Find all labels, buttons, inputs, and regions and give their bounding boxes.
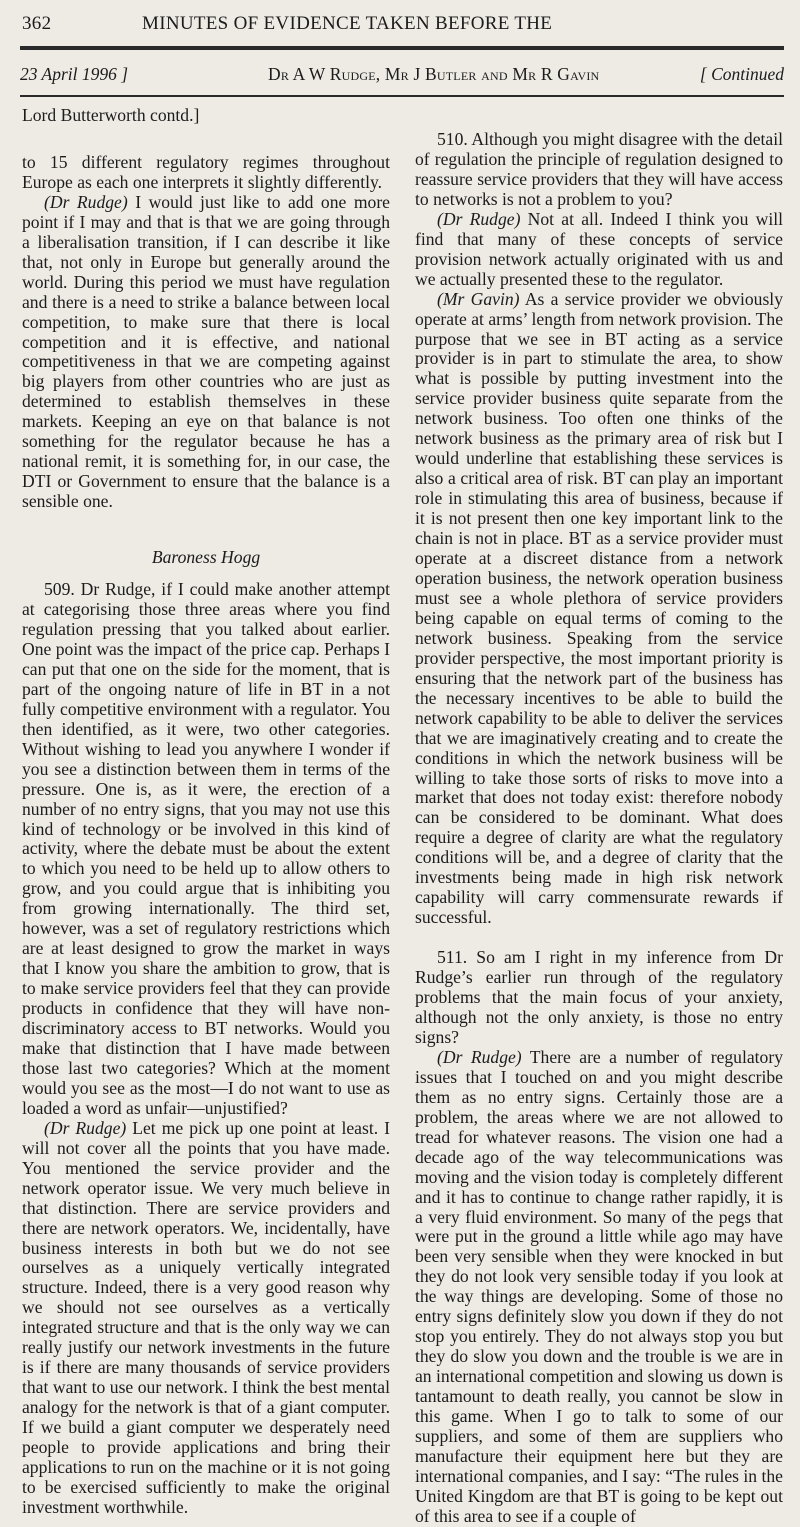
speaker-name: (Dr Rudge) (437, 208, 521, 229)
answer-text: There are a number of regulatory issues that I touched on and you might describe them as no entry signs. Certainly those are a problem, the areas where we are not allowed to tread for whatever reasons. The vision one had a decade ago of the way telecommunications was moving and the vision today is completely different and it has to continue to change rather rapidly, it is a very fluid environment. So many of the pegs that were put in the ground a little while ago may have been very sensible when they were knocked in but they do not look very sensible today if you look at the way things are developing. Some of those no entry signs definitely slow you down if they do not stop you entirely. They do not always stop you but they do slow you down and the trouble is we are in an international competition and slowing us down is tantamount to death really, you cannot be slow in this game. When I go to talk to some of our suppliers, and some of them are suppliers who manufacture their equipment here but they are international companies, and I say: “The rules in the United Kingdom are that BT is going to be kept out of this area to see if a couple of (415, 1046, 784, 1526)
continued-label: [ Continued (699, 64, 784, 84)
left-column (22, 106, 390, 1518)
running-header (22, 0, 784, 38)
question-511: 511. So am I right in my inference from Dr Rudge’s earlier run through of the regulatory problems that the main focus of your anxiety, although not the only anxiety, is those no entry signs? (415, 947, 783, 1047)
paragraph-gap (415, 928, 783, 948)
speaker-name: (Dr Rudge) (437, 1046, 522, 1067)
sub-header-rule (20, 95, 784, 97)
answer-paragraph (415, 290, 783, 929)
answer-text: As a service provider we obviously operate at arms’ length from network provision. The purpose that we see in BT acting as a service provider is in part to stimulate the area, to show what is possible by putting investment into the service provider business quite separate from the network business. Too often one thinks of the network business as the primary area of risk but I would underline that establishing these services is also a critical area of risk. BT can play an important role in stimulating this area of business, because if it is not present then one key important link to the chain is not in place. BT as a service provider must operate at a discreet distance from a network operation business, the network operation business must see a whole plethora of service providers being capable on equal terms of coming to the network business. Speaking from the service provider perspective, the most important priority is ensuring that the network part of the business has the necessary incentives to be able to build the network capability to be able to deliver the services that we are imaginatively creating and to create the conditions in which the network business will be willing to take those sorts of risks to move into a market that does not today exist: therefore nobody can be considered to be dominant. What does require a degree of clarity are what the regulatory conditions will be, and a degree of clarity that the investments being made in high risk network capability will carry commensurate rewards if successful. (415, 288, 783, 928)
session-date: 23 April 1996 ] (20, 64, 129, 84)
header-rule (20, 46, 784, 50)
answer-paragraph (415, 1048, 783, 1527)
answer-text: Not at all. Indeed I think you will find that many of these concepts of service provision network actually originated with us and we actually presented these to the regulator. (415, 208, 783, 289)
questioner-continued: Lord Butterworth contd.] (22, 105, 200, 125)
question-509: 509. Dr Rudge, if I could make another attempt at categorising those three areas where you find regulation pressing that you talked about earlier. One point was the impact of the price cap. Perhaps I can put that one on the side for the moment, that is part of the ongoing nature of life in BT in a not fully competitive environment with a regulator. You then identified, as it were, two other categories. Without wishing to lead you anywhere I wonder if you see a distinction between them in terms of the pressure. One is, as it were, the erection of a number of no entry signs, that you may not use this kind of technology or be involved in this kind of activity, where the debate must be about the extent to which you need to be held up to allow others to grow, and you could argue that is inhibiting you from growing internationally. The third set, however, was a set of regulatory restrictions which are at least designed to grow the market in ways that I know you share the ambition to grow, that is to make service providers feel that they can provide products in confidence that they will have non-discriminatory access to BT networks. Would you make that distinction that I have made between those last two categories? Which at the moment would you see as the most—I do not want to use as loaded a word as unfair—unjustified? (22, 579, 390, 1118)
question-510: 510. Although you might disagree with the detail of regulation the principle of regulation designed to reassure service providers that they will have access to networks is not a problem to you? (415, 129, 783, 209)
answer-paragraph (22, 1119, 390, 1518)
running-title: MINUTES OF EVIDENCE TAKEN BEFORE THE (142, 13, 553, 34)
questioner-heading: Baroness Hogg (151, 547, 261, 568)
right-column (415, 130, 783, 1527)
speaker-name: (Mr Gavin) (437, 288, 520, 309)
witness-names: Dr A W Rudge, Mr J Butler and Mr R Gavin (268, 64, 600, 84)
speaker-name: (Dr Rudge) (44, 1117, 127, 1138)
answer-text: I would just like to add one more point if I may and that is that we are going through a liberalisation transition, if I can describe it like that, not only in Europe but generally around the world. During this period we must have regulation and there is a need to strike a balance between local competition, to make sure that there is local competition and it is effective, and national competitiveness in that we are competing against big players from other countries who are just as determined to establish themselves in these markets. Keeping an eye on that balance is not something for the regulator because he has a national remit, it is something for, in our case, the DTI or Government to ensure that the balance is a sensible one. (22, 191, 390, 512)
sub-header (20, 56, 784, 92)
paragraph: to 15 different regulatory regimes throughout Europe as each one interprets it slightly differently. (22, 151, 390, 192)
page-number: 362 (22, 13, 52, 34)
answer-paragraph (22, 193, 390, 512)
speaker-name: (Dr Rudge) (44, 191, 128, 212)
answer-paragraph (415, 210, 783, 290)
answer-text: Let me pick up one point at least. I will not cover all the points that you have made. You mentioned the service provider and the network operator issue. We very much believe in that distinction. There are service providers and there are network operators. We, incidentally, have business interests in both but we do not see ourselves as a uniquely vertically integrated structure. Indeed, there is a very good reason why we should not see ourselves as a vertically integrated structure and that is the only way we can really justify our network investments in the future is if there are many thousands of service providers that want to use our network. I think the best mental analogy for the network is that of a giant computer. If we build a giant computer we desperately need people to provide applications and bring their applications to run on the machine or it is not going to be exercised sufficiently to make the original investment worthwhile. (22, 1117, 390, 1517)
